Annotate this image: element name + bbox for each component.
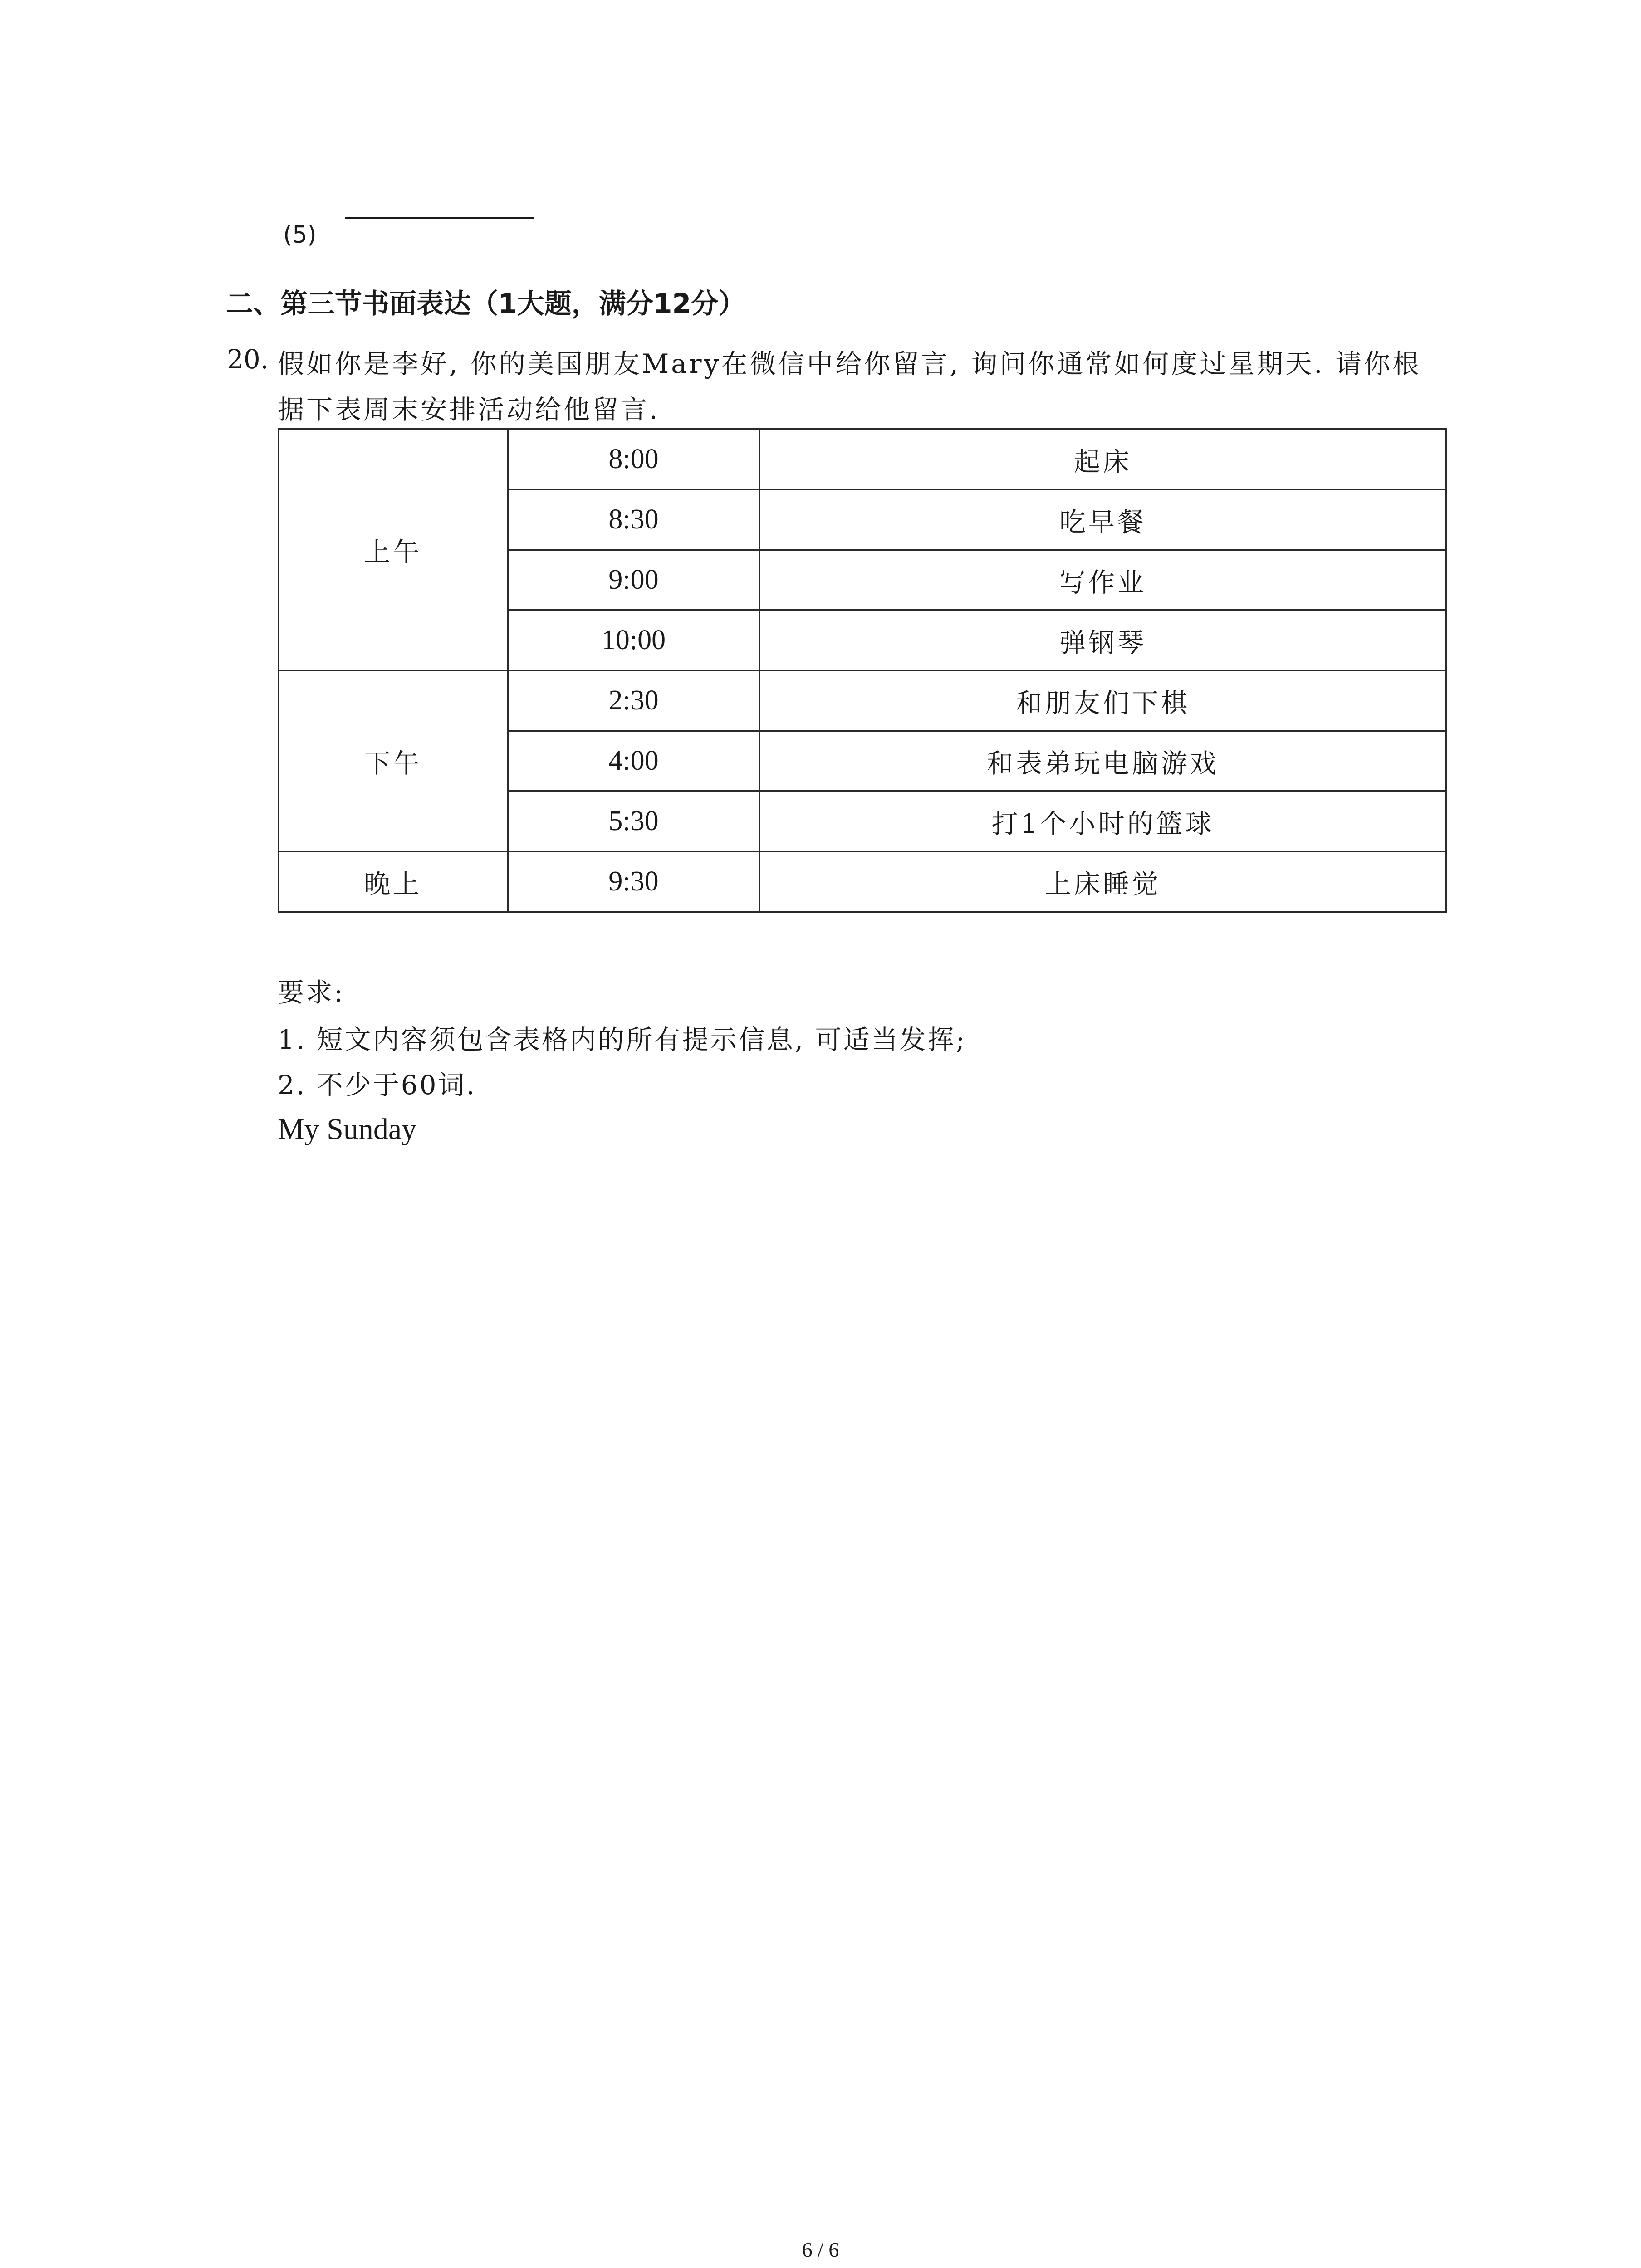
time-cell: 8:00 — [508, 429, 759, 489]
activity-cell: 弹钢琴 — [759, 610, 1446, 670]
activity-cell: 上床睡觉 — [759, 851, 1446, 912]
time-cell: 4:00 — [508, 731, 759, 791]
essay-title: My Sunday — [278, 1113, 417, 1146]
time-cell: 9:00 — [508, 550, 759, 610]
table-row — [279, 429, 1446, 489]
question-prompt: 假如你是李好, 你的美国朋友Mary在微信中给你留言, 询问你通常如何度过星期天. 请你根据下表周末安排活动给他留言. — [278, 348, 1421, 425]
table-row — [279, 851, 1446, 912]
answer-blank-label: (5) — [283, 221, 317, 249]
schedule-table — [278, 428, 1447, 913]
requirements-title: 要求: — [278, 977, 345, 1008]
time-cell: 10:00 — [508, 610, 759, 670]
activity-cell: 打1个小时的篮球 — [759, 791, 1446, 851]
requirement-item: 2. 不少于60词. — [278, 1070, 477, 1100]
period-cell: 晚上 — [279, 851, 508, 912]
question-number: 20. — [227, 344, 269, 375]
time-cell: 9:30 — [508, 851, 759, 912]
time-cell: 8:30 — [508, 489, 759, 550]
activity-cell: 起床 — [759, 429, 1446, 489]
section-heading: 二、第三节书面表达（1大题，满分12分） — [226, 288, 746, 320]
table-row — [279, 670, 1446, 731]
time-cell: 5:30 — [508, 791, 759, 851]
answer-blank-line — [345, 217, 534, 219]
time-cell: 2:30 — [508, 670, 759, 731]
page-number: 6 / 6 — [802, 2238, 839, 2261]
activity-cell: 和表弟玩电脑游戏 — [759, 731, 1446, 791]
period-cell: 上午 — [279, 429, 508, 670]
period-cell: 下午 — [279, 670, 508, 851]
activity-cell: 吃早餐 — [759, 489, 1446, 550]
requirement-item: 1. 短文内容须包含表格内的所有提示信息, 可适当发挥; — [278, 1024, 967, 1055]
activity-cell: 和朋友们下棋 — [759, 670, 1446, 731]
activity-cell: 写作业 — [759, 550, 1446, 610]
